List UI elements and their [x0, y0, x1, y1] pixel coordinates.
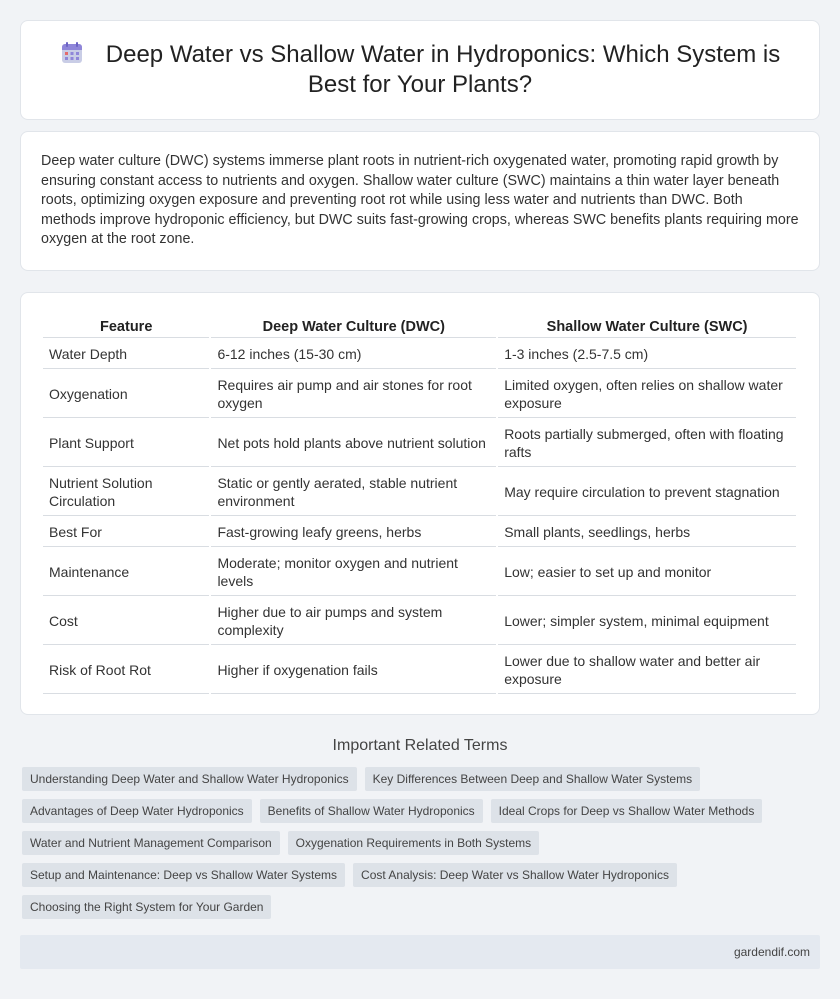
feature-cell: Risk of Root Rot — [43, 647, 209, 694]
related-term-tag[interactable]: Understanding Deep Water and Shallow Water Hydroponics — [22, 767, 357, 791]
dwc-cell: 6-12 inches (15-30 cm) — [211, 340, 496, 369]
feature-cell: Nutrient Solution Circulation — [43, 469, 209, 516]
dwc-cell: Higher if oxygenation fails — [211, 647, 496, 694]
feature-cell: Plant Support — [43, 420, 209, 467]
feature-cell: Water Depth — [43, 340, 209, 369]
table-row — [43, 549, 796, 596]
dwc-cell: Fast-growing leafy greens, herbs — [211, 518, 496, 547]
table-row — [43, 647, 796, 694]
swc-cell: 1-3 inches (2.5-7.5 cm) — [498, 340, 796, 369]
calendar-icon — [60, 41, 84, 65]
header-swc: Shallow Water Culture (SWC) — [498, 316, 796, 338]
header-feature: Feature — [43, 316, 209, 338]
table-row — [43, 598, 796, 645]
footer-bar — [20, 935, 820, 969]
related-term-tag[interactable]: Setup and Maintenance: Deep vs Shallow Water Systems — [22, 863, 345, 887]
related-term-tag[interactable]: Choosing the Right System for Your Garden — [22, 895, 271, 919]
related-term-tag[interactable]: Key Differences Between Deep and Shallow Water Systems — [365, 767, 701, 791]
related-term-tag[interactable]: Advantages of Deep Water Hydroponics — [22, 799, 252, 823]
table-row — [43, 469, 796, 516]
related-term-tag[interactable]: Water and Nutrient Management Comparison — [22, 831, 280, 855]
swc-cell: Lower due to shallow water and better air exposure — [498, 647, 796, 694]
tag-row — [22, 799, 822, 823]
comparison-table — [41, 314, 798, 696]
table-row — [43, 518, 796, 547]
swc-cell: May require circulation to prevent stagnation — [498, 469, 796, 516]
related-term-tag[interactable]: Cost Analysis: Deep Water vs Shallow Water Hydroponics — [353, 863, 677, 887]
feature-cell: Oxygenation — [43, 371, 209, 418]
header-card — [20, 20, 820, 120]
dwc-cell: Requires air pump and air stones for root oxygen — [211, 371, 496, 418]
header-dwc: Deep Water Culture (DWC) — [211, 316, 496, 338]
dwc-cell: Higher due to air pumps and system complexity — [211, 598, 496, 645]
swc-cell: Roots partially submerged, often with floating rafts — [498, 420, 796, 467]
tag-row — [22, 863, 822, 887]
dwc-cell: Static or gently aerated, stable nutrient environment — [211, 469, 496, 516]
page-title — [51, 40, 789, 100]
page-title-text: Deep Water vs Shallow Water in Hydroponics: Which System is Best for Your Plants? — [105, 41, 781, 98]
title-wrap — [51, 21, 789, 119]
intro-card — [20, 131, 820, 271]
feature-cell: Cost — [43, 598, 209, 645]
dwc-cell: Net pots hold plants above nutrient solution — [211, 420, 496, 467]
tag-row — [22, 767, 822, 791]
swc-cell: Small plants, seedlings, herbs — [498, 518, 796, 547]
table-row — [43, 340, 796, 369]
related-term-tag[interactable]: Ideal Crops for Deep vs Shallow Water Methods — [491, 799, 763, 823]
intro-paragraph: Deep water culture (DWC) systems immerse plant roots in nutrient-rich oxygenated water, promoting rapid growth by ensuring constant access to nutrients and oxygen. Shallow water culture (SWC) maintains a thin water layer beneath roots, optimizing oxygen exposure and preventing root rot while using less water and nutrients than DWC. Both methods improve hydroponic efficiency, but DWC suits fast-growing crops, whereas SWC benefits plants requiring more oxygen at the root zone. — [41, 153, 799, 248]
swc-cell: Low; easier to set up and monitor — [498, 549, 796, 596]
table-row — [43, 420, 796, 467]
related-term-tag[interactable]: Benefits of Shallow Water Hydroponics — [260, 799, 483, 823]
feature-cell: Best For — [43, 518, 209, 547]
swc-cell: Limited oxygen, often relies on shallow water exposure — [498, 371, 796, 418]
tag-row — [22, 895, 822, 919]
related-term-tag[interactable]: Oxygenation Requirements in Both Systems — [288, 831, 539, 855]
dwc-cell: Moderate; monitor oxygen and nutrient levels — [211, 549, 496, 596]
swc-cell: Lower; simpler system, minimal equipment — [498, 598, 796, 645]
feature-cell: Maintenance — [43, 549, 209, 596]
table-row — [43, 371, 796, 418]
comparison-table-card — [20, 292, 820, 715]
tag-row — [22, 831, 822, 855]
table-header-row — [43, 316, 796, 338]
footer-site-link[interactable]: gardendif.com — [733, 945, 810, 959]
related-terms-tags — [22, 767, 822, 927]
related-terms-heading: Important Related Terms — [332, 737, 508, 754]
